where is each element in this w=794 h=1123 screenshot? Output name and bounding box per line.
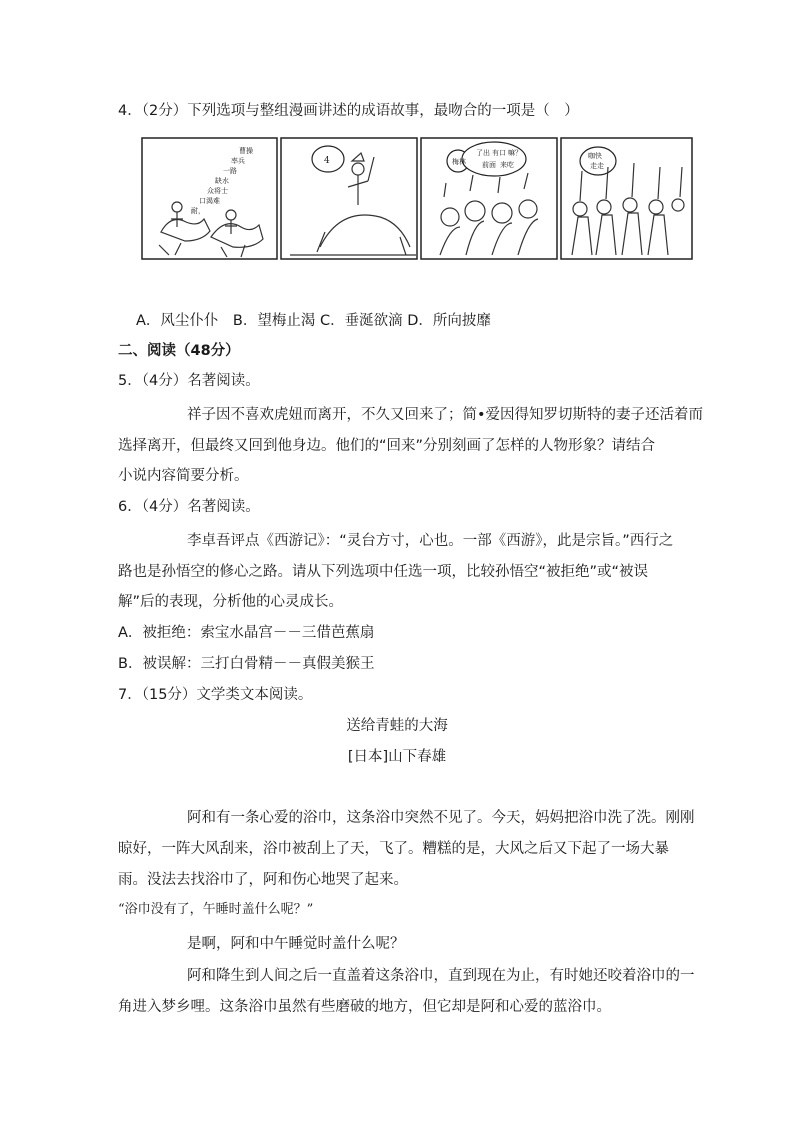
q6-stem: 6．（4分）名著阅读。 (118, 499, 260, 515)
svg-text:嘛？: 嘛？ (508, 149, 522, 157)
q6-para-line-2: 路也是孙悟空的修心之路。请从下列选项中任选一项，比较孙悟空“被拒绝”或“被误 (118, 564, 649, 580)
svg-text:走走: 走走 (590, 162, 604, 170)
svg-text:缺水: 缺水 (215, 177, 229, 185)
q5-para-line-1: 祥子因不喜欢虎妞而离开，不久又回来了；简•爱因得知罗切斯特的妻子还活着而 (187, 407, 704, 423)
q4-options: A．风尘仆仆 B．望梅止渴 C．垂涎欲滴 D．所向披靡 (136, 313, 491, 329)
comic-strip (141, 137, 693, 260)
story-title: 送给青蛙的大海 (346, 718, 448, 734)
section-title: 二、阅读（48分） (118, 343, 240, 359)
q7-para1-line-3: 雨。没法去找浴巾了，阿和伤心地哭了起来。 (118, 872, 408, 888)
q5-stem: 5．（4分）名著阅读。 (118, 373, 260, 389)
q7-quote: “浴巾没有了，午睡时盖什么呢？” (118, 902, 314, 917)
svg-text:来吃: 来吃 (500, 161, 514, 169)
comic-panel-2 (280, 137, 418, 260)
q7-para1-line-2: 晾好，一阵大风刮来，浴巾被刮上了天，飞了。糟糕的是，大风之后又下起了一场大暴 (118, 841, 669, 857)
q7-stem: 7．（15分）文学类文本阅读。 (118, 687, 313, 703)
q6-option-a: A．被拒绝：索宝水晶宫－－三借芭蕉扇 (118, 625, 375, 641)
svg-text:口渴难: 口渴难 (199, 197, 220, 205)
comic-panel-4 (560, 137, 693, 260)
q7-para1-line-1: 阿和有一条心爱的浴巾，这条浴巾突然不见了。今天，妈妈把浴巾洗了洗。刚刚 (187, 810, 695, 826)
svg-text:耐，: 耐， (191, 207, 205, 215)
svg-text:了出: 了出 (476, 149, 490, 157)
q5-para-line-2: 选择离开，但最终又回到他身边。他们的“回来”分别刻画了怎样的人物形象？请结合 (118, 438, 656, 454)
svg-text:率兵: 率兵 (231, 157, 245, 165)
svg-text:前面: 前面 (482, 161, 496, 169)
svg-text:一路: 一路 (223, 167, 237, 175)
q5-para-line-3: 小说内容简要分析。 (118, 468, 249, 484)
comic-panel-1 (141, 137, 278, 260)
q6-para-line-1: 李卓吾评点《西游记》：“灵台方寸，心也。一部《西游》，此是宗旨。”西行之 (187, 533, 674, 549)
q6-para-line-3: 解”后的表现，分析他的心灵成长。 (118, 594, 344, 610)
svg-text:有口: 有口 (492, 149, 506, 157)
comic-panel-3 (420, 137, 558, 260)
q7-para3-line-2: 角进入梦乡哩。这条浴巾虽然有些磨破的地方，但它却是阿和心爱的蓝浴巾。 (118, 999, 611, 1015)
q4-stem: 4．（2分）下列选项与整组漫画讲述的成语故事，最吻合的一项是（ ） (118, 103, 579, 119)
speech-bubble-large (462, 142, 526, 176)
story-author: [日本]山下春雄 (347, 749, 447, 765)
svg-text:众将士: 众将士 (207, 187, 228, 195)
svg-text:梅林: 梅林 (452, 158, 466, 166)
q7-para3-line-1: 阿和降生到人间之后一直盖着这条浴巾，直到现在为止，有时她还咬着浴巾的一 (187, 968, 695, 984)
svg-text:曹操: 曹操 (239, 147, 253, 155)
svg-text:咖快: 咖快 (588, 152, 602, 160)
q7-para2: 是啊，阿和中午睡觉时盖什么呢？ (187, 936, 405, 952)
q6-option-b: B．被误解：三打白骨精－－真假美猴王 (118, 656, 375, 672)
panel2-bubble-text: 4 (324, 156, 330, 166)
